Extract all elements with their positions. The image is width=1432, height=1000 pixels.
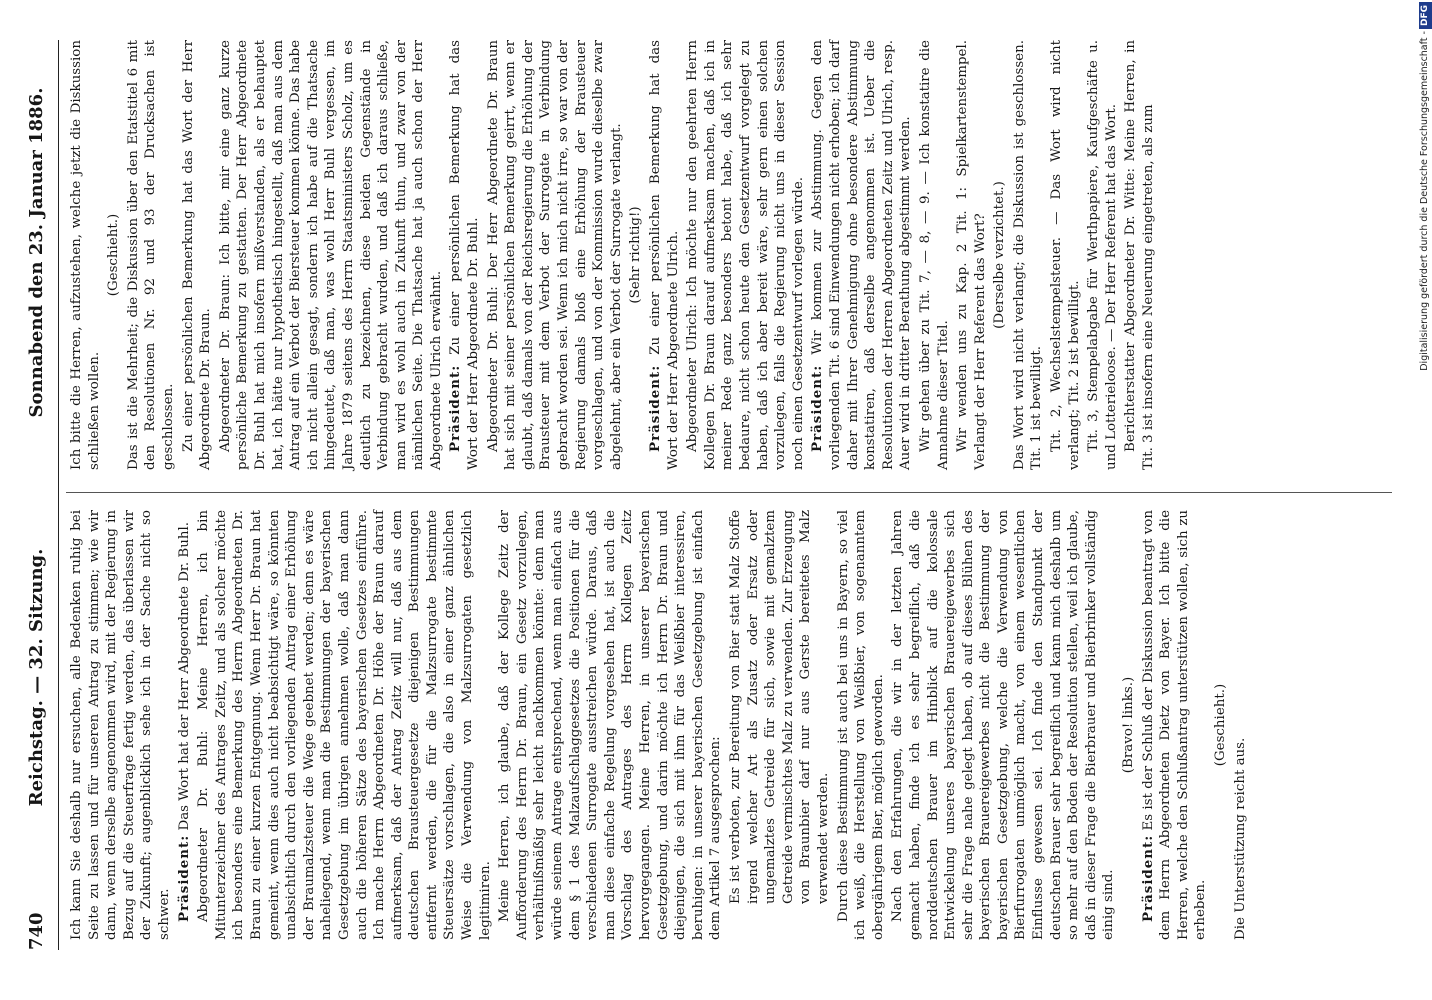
paragraph-text: (Geschieht.) (106, 213, 122, 297)
interjection (627, 40, 645, 470)
paragraph (180, 40, 215, 470)
paragraph (647, 40, 682, 470)
paragraph-text: Tit. 3, Stempelabgabe für Werthpapiere, Kaufgeschäfte u. und Lotterieloose. — Der Herr Referent hat das Wort. (1086, 40, 1119, 470)
paragraph-text: Abgeordneter Dr. Braun: Ich bitte, mir eine ganz kurze persönliche Bemerkung zu gestatten. Der Herr Abgeordnete Dr. Buhl hat mich insofern mißverstanden, als er behauptet hat, ich hätte nur hypothetisch hingestellt, daß man aus dem Antrag auf ein Verbot der Biersteuer kommen könne. Das habe ich nicht allein gesagt, sondern ich habe auf die Thatsache hingedeutet, daß man, was wohl Herr Buhl vergessen, im Jahre 1879 seitens des Herrn Staatsministers Scholz, um es deutlich zu bezeichnen, diese beiden Gegenstände in Verbindung gebracht wurden, und daß ich daraus schließe, man wird es wohl auch in Zukunft thun, und zwar von der nämlichen Seite. Die Thatsache hat ja auch schon der Herr Abgeordnete Ulrich erwähnt. (217, 40, 444, 470)
speaker-label: Präsident: (175, 834, 192, 922)
paragraph-text: (Bravo! links.) (1121, 676, 1137, 774)
paragraph (217, 40, 446, 470)
paragraph-text: Meine Herren, ich glaube, daß der Kollege Zeitz der Aufforderung des Herrn Dr. Braun, ein Gesetz vorzulegen, verhältnißmäßig sehr leicht nachkommen könnte: denn man würde seinem Antrage entsprechend, wenn man einfach aus dem § 1 des Malzaufschlaggesetzes die Positionen für die verschiedenen Surrogate ausstreichen würde. Daraus, daß man diese einfache Regelung vorgesehen hat, ist auch die Vorschlag des Antrages des Herrn Kollegen Zeitz hervorgegangen. Meine Herren, in unserer bayerischen Gesetzgebung, und darin möchte ich Herrn Dr. Braun und diejenigen, die sich mit ihm für das Weißbier interessiren, beruhigen: in unserer bayerischen Gesetzgebung ist einfach dem Artikel 7 ausgesprochen: (497, 510, 724, 940)
paragraph-text: Zu einer persönlichen Bemerkung hat das Wort der Herr Abgeordnete Dr. Braun. (180, 40, 214, 470)
paragraph-text: (Geschieht.) (1213, 683, 1228, 767)
column-divider (66, 492, 1392, 493)
interjection (1212, 510, 1230, 940)
paragraph (68, 510, 174, 940)
paragraph (176, 510, 194, 940)
speaker-label: Präsident: (447, 364, 464, 452)
paragraph (195, 510, 494, 940)
paragraph-text: Berichterstatter Abgeordneter Dr. Witte: Meine Herren, in Tit. 3 ist insofern eine Neuerung eingetreten, als zum (1123, 40, 1157, 470)
header-left-title: Reichstag. — 32. Sitzung. (25, 548, 47, 807)
paragraph (496, 510, 725, 940)
page-number: 740 (25, 912, 47, 950)
paragraph-text: Zu einer persönlichen Bemerkung hat das Wort der Herr Abgeordnete Dr. Buhl. (448, 40, 482, 470)
paragraph (1085, 40, 1120, 470)
paragraph-text: Es ist verboten, zur Bereitung von Bier statt Malz Stoffe irgend welcher Art als Zusatz oder Ersatz oder ungemalztes Getreide für sich, sowie mit gemalztem Getreide vermischtes Malz zu verwenden. Zur Erzeugung von Braunbier darf nur aus Gerste bereitetes Malz verwendet werden. (727, 510, 831, 904)
paragraph-text: Das Wort wird nicht verlangt; die Diskussion ist geschlossen. Tit. 1 ist bewilligt. (1011, 40, 1045, 470)
paragraph (1140, 510, 1210, 940)
paragraph-text: Zu einer persönlichen Bemerkung hat das Wort der Herr Abgeordnete Ulrich. (648, 40, 681, 470)
paragraph-text: Durch diese Bestimmung ist auch bei uns in Bayern, so viel ich weiß, die Herstellung von Weißbier, von sogenanntem obergährigem Bier, möglich geworden. (835, 510, 886, 940)
paragraph (917, 40, 952, 470)
digitization-credit: Digitalisierung gefördert durch die Deutsche Forschungsgemeinschaft - (1419, 31, 1430, 371)
paragraph-text: Das Wort hat der Herr Abgeordnete Dr. Buhl. (176, 521, 192, 831)
paragraph (68, 40, 103, 470)
paragraph-text: (Derselbe verzichtet.) (992, 181, 1008, 329)
paragraph-text: Es ist der Schluß der Diskussion beantragt von dem Herrn Abgeordneten Dietz von Bayer. Ich bitte die Herren, welche den Schlußantrag unterstützen wollen, sich zu erheben. (1140, 510, 1209, 940)
paragraph (1048, 40, 1083, 470)
paragraph-text: Abgeordneter Dr. Buhl: Meine Herren, ich bin Mitunterzeichner des Antrages Zeitz, und als solcher möchte ich besonders eine Bemerkung des Herrn Abgeordneten Dr. Braun zu einer kurzen Entgegnung. Wenn Herr Dr. Braun hat gemeint, wenn dies auch nicht beabsichtigt wäre, so könnten unabsichtlich durch den vorliegenden Antrag einer Erhöhung der Braumalzsteuer die Wege geebnet werden; denn es wäre naheliegend, wenn man die Bestimmungen der bayerischen Gesetzgebung im übrigen annehmen wolle, daß man dann auch die höheren Sätze des bayerischen Gesetzes einführe. Ich mache Herrn Abgeordneten Dr. Höhe der Braun darauf aufmerksam, daß der Antrag Zeitz will nur, daß aus dem deutschen Brausteuergesetze diejenigen Bestimmungen entfernt werden, die für die Malzsurrogate bestimmte Steuersätze vorschlagen, die also in einer ganz ähnlichen Weise die Verwendung von Malzsurrogaten gesetzlich legitimiren. (196, 510, 493, 940)
interjection (1120, 510, 1138, 940)
paragraph-text: Abgeordneter Dr. Buhl: Der Herr Abgeordnete Dr. Braun hat sich mit seiner persönlichen Bemerkung geirrt, wenn er glaubt, daß damals von der Reichsregierung die Erhöhung der Brausteuer mit dem Verbot der Surrogate in Verbindung gebracht worden sei. Wenn ich mich nicht irre, so war von der Regierung damals bloß eine Erhöhung der Brausteuer vorgeschlagen, und von der Kommission wurde dieselbe zwar abgelehnt, aber ein Verbot der Surrogate verlangt. (485, 40, 624, 470)
speaker-label: Präsident: (1139, 834, 1156, 922)
header-rule (58, 40, 59, 950)
paragraph (1122, 40, 1157, 470)
page-header (18, 40, 54, 950)
paragraph-text: Nach den Erfahrungen, die wir in der letzten Jahren gemacht haben, finde ich es sehr begreiflich, daß die norddeutschen Brauer im Hinblick auf die kolossale Entwickelung unseres bayerischen Brauereigewerbes sich sehr die Frage nahe gelegt haben, ob auf dieses Blühen des bayerischen Brauereigewerbes nicht die Bestimmung der bayerischen Gesetzgebung, welche die Verwendung von Bierfurrogaten unmöglich macht, von einem wesentlichen Einflusse gewesen sei. Ich finde den Standpunkt der deutschen Brauer sehr begreiflich und kann mich deshalb um so mehr auf den Boden der Resolution stellen, weil ich glaube, daß in dieser Frage die Bierbrauer und Bierbrinker vollständig einig sind. (890, 510, 1117, 940)
paragraph (1011, 40, 1046, 470)
paragraph-text: Ich bitte die Herren, aufzustehen, welche jetzt die Diskussion schließen wollen. (69, 40, 102, 470)
paragraph (125, 40, 178, 470)
paragraph (835, 510, 888, 940)
right-column (68, 40, 1160, 470)
paragraph-text: (Sehr richtig!) (628, 206, 644, 304)
interjection (991, 40, 1009, 470)
paragraph-text: Wir kommen zur Abstimmung. Gegen den vorliegenden Tit. 6 sind Einwendungen nicht erhoben; ich darf daher mit Ihrer Genehmigung ohne besondere Abstimmung konstatiren, daß derselbe angenommen ist. Ueber die Resolutionen der Herren Abgeordneten Zeitz und Ulrich, resp. Auer wird in dritter Berathung abgestimmt werden. (810, 40, 914, 470)
speaker-label: Präsident: (647, 364, 663, 452)
paragraph (727, 510, 833, 940)
header-right-date: Sonnabend den 23. Januar 1886. (25, 87, 47, 418)
dfg-logo: DFG (1419, 2, 1432, 29)
paragraph (954, 40, 989, 470)
paragraph (447, 40, 482, 470)
speaker-label: Präsident: (809, 364, 826, 452)
paragraph (809, 40, 915, 470)
paragraph-text: Ich kann Sie deshalb nur ersuchen, alle Bedenken ruhig bei Seite zu lassen und für unseren Antrag zu stimmen; wie wir dann, wenn derselbe angenommen wird, mit der Regierung in Bezug auf die Steuerfrage fertig werden, das überlassen wir der Zukunft; augenblicklich sehe ich in der Sache nicht so schwer. (69, 510, 172, 940)
interjection (105, 40, 123, 470)
paragraph (889, 510, 1118, 940)
paragraph-text: Die Unterstützung reicht aus. (1232, 737, 1248, 940)
paragraph (684, 40, 807, 470)
paragraph-text: Wir wenden uns zu Kap. 2 Tit. 1: Spielkartenstempel. Verlangt der Herr Referent das Wort? (955, 40, 988, 470)
left-column (68, 510, 1251, 940)
digitization-sidebar (1418, 0, 1432, 1000)
paragraph-text: Abgeordneter Ulrich: Ich möchte nur den geehrten Herrn Kollegen Dr. Braun darauf aufmerksam machen, daß ich in meiner Rede ganz besonders betont habe, daß ich sehr bedaure, nicht schon heute den Gesetzentwurf vorgelegt zu haben, daß ich aber bereit wäre, sehr gern einen solchen vorzulegen, falls die Regierung nicht uns in dieser Session noch einen Gesetzentwurf vorlegen würde. (685, 40, 806, 470)
paragraph-text: Das ist die Mehrheit; die Diskussion über den Etatstitel 6 mit den Resolutionen Nr. 92 und 93 der Drucksachen ist geschlossen. (125, 40, 176, 470)
paragraph (1232, 510, 1250, 940)
paragraph (485, 40, 626, 470)
paragraph-text: Tit. 2, Wechselstempelsteuer. — Das Wort wird nicht verlangt; Tit. 2 ist bewilligt. (1049, 40, 1082, 470)
paragraph-text: Wir gehen über zu Tit. 7, — 8, — 9. — Ich konstatire die Annahme dieser Titel. (917, 40, 951, 470)
